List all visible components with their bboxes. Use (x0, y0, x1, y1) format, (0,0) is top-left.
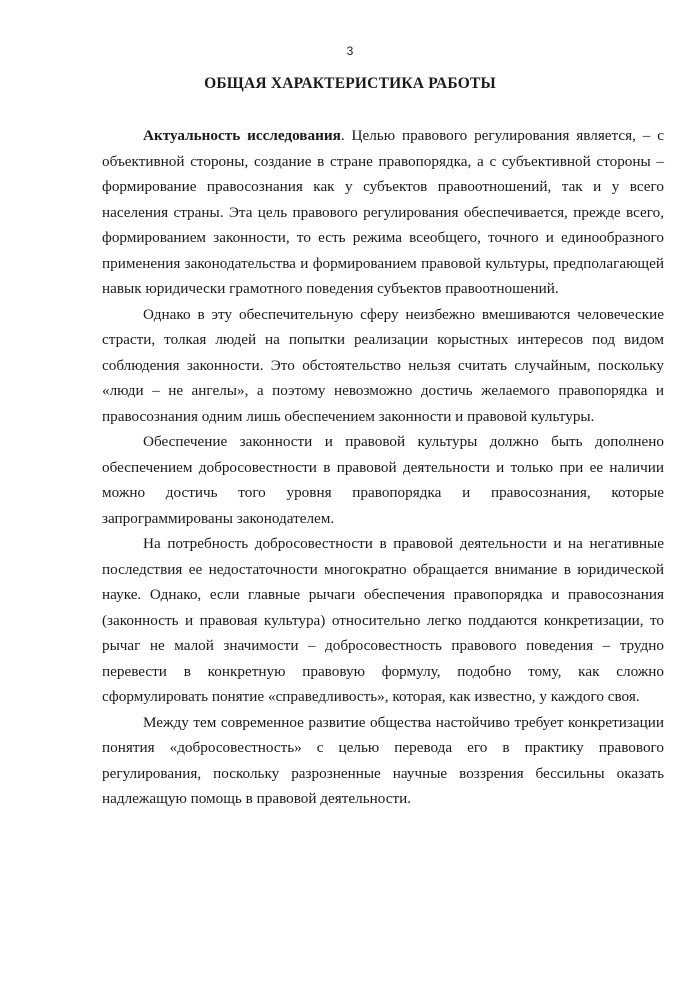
paragraph-text: На потребность добросовестности в правовой деятельности и на негативные последствия ее недостаточности многократно обращается внимание в юридической науке. Однако, если главные рычаги обеспечения правопорядка и правосознания (законность и правовая культура) относительно легко поддаются конкретизации, то рычаг не малой значимости – добросовестность правового поведения – трудно перевести в конкретную правовую формулу, подобно тому, как сложно сформулировать понятие «справедливость», которая, как известно, у каждого своя. (102, 535, 664, 705)
paragraph (102, 429, 664, 531)
paragraph (102, 123, 664, 302)
paragraph-text: Обеспечение законности и правовой культуры должно быть дополнено обеспечением добросовестности в правовой деятельности и только при ее наличии можно достичь того уровня правопорядка и правосознания, которые запрограммированы законодателем. (102, 433, 664, 527)
paragraph (102, 531, 664, 710)
paragraph (102, 302, 664, 430)
paragraph-text: . Целью правового регулирования является, – с объективной стороны, создание в стране правопорядка, а с субъективной стороны – формирование правосознания как у субъектов правоотношений, так и у всего населения страны. Эта цель правового регулирования обеспечивается, прежде всего, формированием законности, то есть режима всеобщего, точного и единообразного применения законодательства и формированием правовой культуры, предполагающей навык юридически грамотного поведения субъектов правоотношений. (102, 127, 664, 297)
paragraph (102, 710, 664, 812)
paragraph-text: Между тем современное развитие общества настойчиво требует конкретизации понятия «добросовестность» с целью перевода его в практику правового регулирования, поскольку разрозненные научные воззрения бессильны оказать надлежащую помощь в правовой деятельности. (102, 713, 664, 807)
page-number: 3 (346, 44, 354, 58)
paragraph-lead: Актуальность исследования (143, 127, 341, 144)
paragraph-text: Однако в эту обеспечительную сферу неизбежно вмешиваются человеческие страсти, толкая людей на попытки реализации корыстных интересов под видом соблюдения законности. Это обстоятельство нельзя считать случайным, поскольку «люди – не ангелы», а поэтому невозможно достичь желаемого правопорядка и правосознания одним лишь обеспечением законности и правовой культуры. (102, 305, 664, 425)
document-title: ОБЩАЯ ХАРАКТЕРИСТИКА РАБОТЫ (204, 75, 496, 92)
document-body (102, 123, 664, 812)
